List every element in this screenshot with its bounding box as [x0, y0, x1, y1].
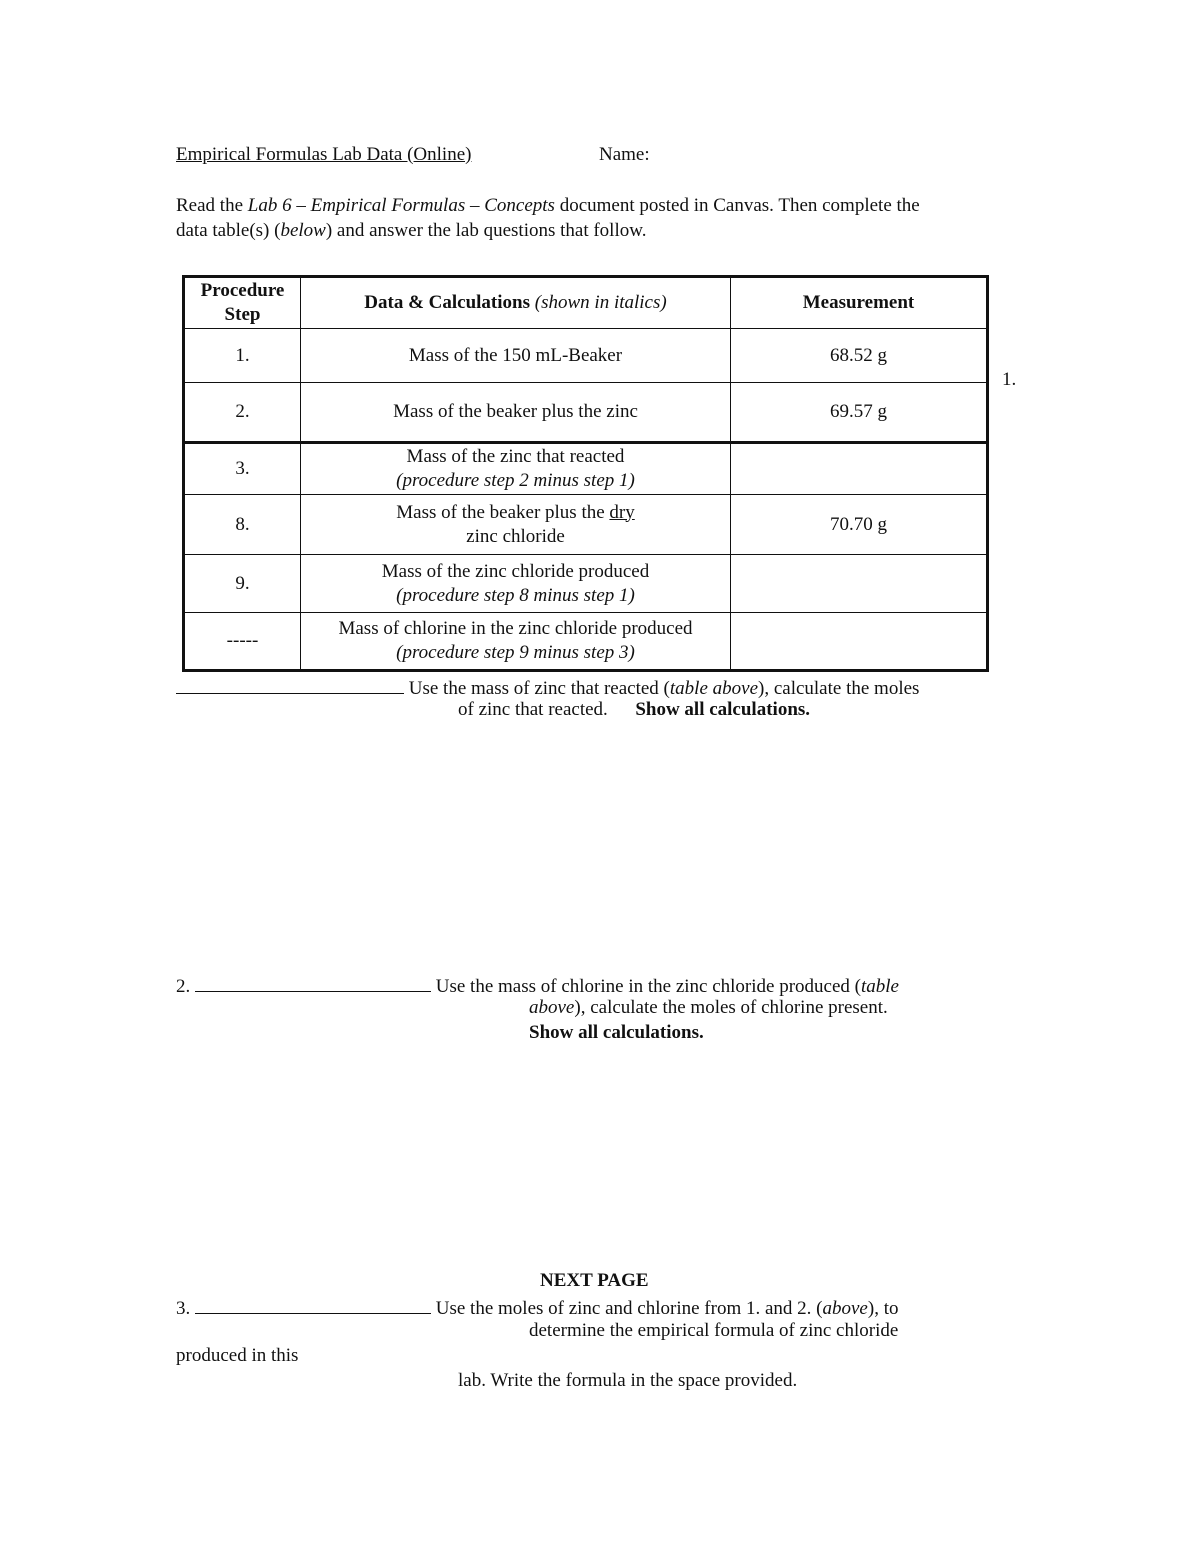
document-title: Empirical Formulas Lab Data (Online) — [176, 144, 472, 165]
question-3-line-2: determine the empirical formula of zinc chloride — [529, 1320, 899, 1341]
next-page-heading: NEXT PAGE — [540, 1270, 649, 1291]
question-1-line-1: Use the mass of zinc that reacted (table above), calculate the moles — [176, 675, 919, 700]
description-cell: Mass of the zinc chloride produced (procedure step 8 minus step 1) — [301, 555, 731, 613]
step-cell: 9. — [184, 555, 301, 613]
intro-line-1: Read the Lab 6 – Empirical Formulas – Concepts document posted in Canvas. Then complete the — [176, 195, 920, 216]
measurement-cell: 70.70 g — [731, 495, 988, 555]
table-header-row — [184, 277, 988, 329]
table-row — [184, 443, 988, 495]
name-label: Name: — [599, 144, 650, 165]
question-2-line-1: 2. Use the mass of chlorine in the zinc chloride produced (table — [176, 973, 899, 998]
answer-blank-1[interactable] — [176, 675, 404, 694]
description-cell: Mass of the 150 mL-Beaker — [301, 329, 731, 383]
step-cell: 1. — [184, 329, 301, 383]
question-3-line-1: 3. Use the moles of zinc and chlorine from 1. and 2. (above), to — [176, 1295, 898, 1320]
step-cell: 3. — [184, 443, 301, 495]
side-label-1: 1. — [1002, 369, 1017, 390]
measurement-cell: 68.52 g — [731, 329, 988, 383]
table-row — [184, 383, 988, 443]
description-cell: Mass of the beaker plus the dry zinc chloride — [301, 495, 731, 555]
measurement-cell[interactable] — [731, 613, 988, 671]
measurement-cell[interactable] — [731, 555, 988, 613]
table-row — [184, 613, 988, 671]
data-table — [182, 275, 989, 672]
description-cell: Mass of the beaker plus the zinc — [301, 383, 731, 443]
question-1-line-2: of zinc that reacted. Show all calculations. — [458, 699, 811, 720]
measurement-cell: 69.57 g — [731, 383, 988, 443]
description-cell: Mass of the zinc that reacted (procedure step 2 minus step 1) — [301, 443, 731, 495]
question-2-show-calculations: Show all calculations. — [529, 1022, 704, 1043]
question-3-line-3: produced in this — [176, 1345, 299, 1366]
step-cell: 2. — [184, 383, 301, 443]
table-row — [184, 495, 988, 555]
header-measurement: Measurement — [731, 277, 988, 329]
step-cell: 8. — [184, 495, 301, 555]
description-cell: Mass of chlorine in the zinc chloride produced (procedure step 9 minus step 3) — [301, 613, 731, 671]
header-data-calculations: Data & Calculations (shown in italics) — [301, 277, 731, 329]
question-2-line-2: above), calculate the moles of chlorine present. — [529, 997, 888, 1018]
step-cell: ----- — [184, 613, 301, 671]
table-row — [184, 329, 988, 383]
answer-blank-2[interactable] — [195, 973, 431, 992]
intro-line-2: data table(s) (below) and answer the lab questions that follow. — [176, 220, 647, 241]
table-row — [184, 555, 988, 613]
question-3-line-4: lab. Write the formula in the space provided. — [458, 1370, 798, 1391]
answer-blank-3[interactable] — [195, 1295, 431, 1314]
header-procedure-step: Procedure Step — [184, 277, 301, 329]
measurement-cell[interactable] — [731, 443, 988, 495]
